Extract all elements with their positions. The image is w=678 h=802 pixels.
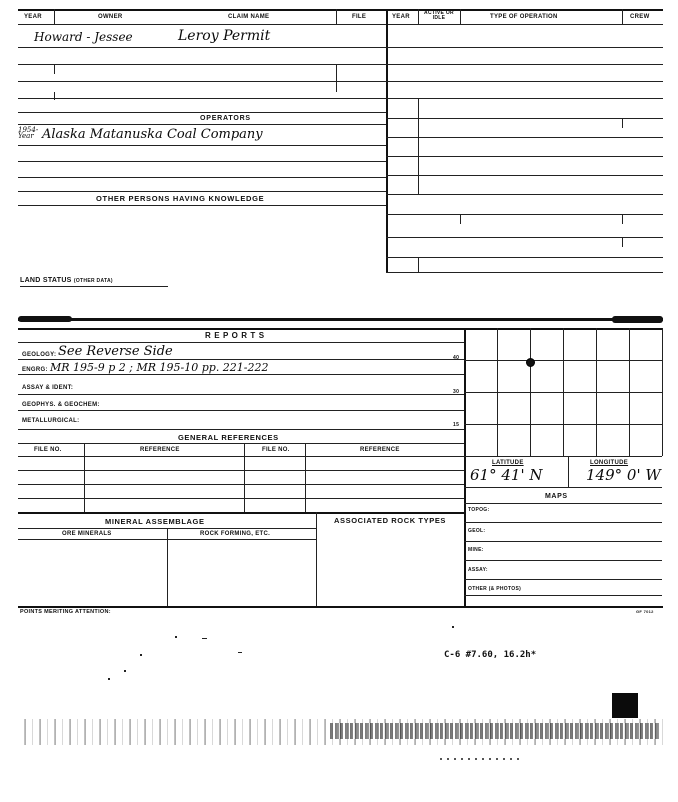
gr-col-file-no-1: FILE NO. [34,447,62,453]
gr-bottom-rule [18,512,464,514]
header-owner: OWNER [98,14,123,20]
speck-2 [202,638,207,639]
right-col-tick-a [418,98,419,194]
maps-title: MAPS [545,493,568,500]
owner-row-rule-4 [18,98,386,99]
operators-rule-3 [18,177,386,178]
gr-row-rule-3 [18,498,464,499]
latitude-label: LATITUDE [492,460,524,466]
scan-black-block [612,693,638,718]
general-references-title: GENERAL REFERENCES [178,433,279,442]
reports-geology-label: GEOLOGY: [22,352,57,358]
maps-row-geol: GEOL: [468,528,486,534]
owner-row-rule-3 [18,81,386,82]
owner-tick-1 [54,64,55,74]
right-rule-8 [386,175,663,176]
gr-vdiv-3 [305,443,306,512]
reports-geology-margin: 40 [453,355,460,361]
gr-col-reference-1: REFERENCE [140,447,180,453]
right-rule-1 [386,47,663,48]
footer-note: C-6 #7.60, 16.2h* [444,650,537,660]
hdr-div-2 [336,9,337,24]
right-rule-7 [386,156,663,157]
speck-1 [175,636,177,638]
header-year-2: YEAR [392,14,410,20]
mineral-assemblage-title: MINERAL ASSEMBLAGE [105,517,205,526]
operators-entry: Alaska Matanuska Coal Company [42,127,263,142]
hdr-div-4 [460,9,461,24]
gr-col-reference-2: REFERENCE [360,447,400,453]
grid-h-2 [464,392,662,393]
operators-rule-2 [18,161,386,162]
grid-h-1 [464,360,662,361]
ma-associated-rock-types: ASSOCIATED ROCK TYPES [333,516,447,525]
reports-assay-margin: 30 [453,389,460,395]
right-rule-6 [386,137,663,138]
reports-metallurgical-margin: 15 [453,422,460,428]
gr-row-rule-2 [18,484,464,485]
owner-row-rule-2 [18,64,386,65]
right-rule-2 [386,64,663,65]
operators-title: OPERATORS [200,115,251,122]
ma-col-rock-forming: ROCK FORMING, ETC. [200,531,271,537]
ma-col-ore-minerals: ORE MINERALS [62,531,112,537]
right-rule-4 [386,98,663,99]
reports-title: R E P O R T S [205,331,265,340]
grid-v-6 [662,328,663,456]
speck-7 [452,626,454,628]
speck-3 [140,654,142,656]
speck-5 [108,678,110,680]
claim-entry: Leroy Permit [178,28,271,44]
separator-band [18,318,663,321]
reports-rule-1 [18,359,464,360]
gr-vdiv-1 [84,443,85,512]
reports-assay-label: ASSAY & IDENT: [22,385,74,391]
operators-year-note: 1954-Year [18,126,39,140]
reports-geology-value: See Reverse Side [58,344,173,359]
latlong-divider [568,457,569,487]
land-status-underline [20,286,168,287]
reports-engrg-value: MR 195-9 p 2 ; MR 195-10 pp. 221-222 [50,361,269,374]
header-crew: CREW [630,14,650,20]
form-number: GF 7012 [636,609,654,614]
main-vertical-divider [386,9,388,272]
reports-top-rule [18,328,663,330]
maps-rule-4 [464,579,662,580]
reports-right-divider [464,328,466,608]
hdr-div-3 [418,9,419,24]
maps-rule-2 [464,541,662,542]
reports-engrg-label: ENGRG: [22,367,48,373]
right-col-tick-d [622,214,623,224]
right-col-tick-e [460,214,461,224]
reports-title-rule [18,342,464,343]
longitude-value: 149° 0' W [586,466,661,484]
top-border [18,9,663,11]
maps-title-rule [464,503,662,504]
other-persons-title-rule [18,205,386,206]
maps-rule-5 [464,595,662,596]
maps-rule-1 [464,522,662,523]
reports-geophys-label: GEOPHYS. & GEOCHEM: [22,402,100,408]
header-active-or-idle: ACTIVE OR IDLE [424,10,454,21]
latitude-value: 61° 41' N [470,466,543,484]
separator-right-blob [612,316,663,323]
ma-vdiv-2 [316,512,317,606]
ma-vdiv-1 [167,528,168,606]
right-rule-9 [386,194,663,195]
separator-left-blob [18,316,72,322]
owner-row-rule-1 [18,47,386,48]
reports-rule-3 [18,394,464,395]
hdr-div-1 [54,9,55,24]
latlong-bottom-rule [464,487,662,488]
owner-entry: Howard - Jessee [34,30,133,44]
right-col-tick-f [622,237,623,247]
land-status-label [20,277,113,284]
reports-rule-4 [18,410,464,411]
grid-h-3 [464,424,662,425]
right-rule-12 [386,257,663,258]
bottom-form-rule [18,606,663,608]
scan-edge-bottom-dots [440,758,520,760]
maps-row-mine: MINE: [468,547,484,553]
operators-top-rule [18,112,386,113]
right-rule-3 [386,81,663,82]
scan-edge-dark [330,723,660,739]
header-file: FILE [352,14,367,20]
gr-vdiv-2 [244,443,245,512]
header-type-of-operation: TYPE OF OPERATION [490,14,558,20]
reports-rule-2 [18,374,464,375]
land-status-text: LAND STATUS [20,277,72,284]
operators-title-rule [18,124,386,125]
land-status-sub: (OTHER DATA) [73,278,113,284]
hdr-div-5 [622,9,623,24]
grid-h-4 [464,456,662,457]
maps-row-assay: ASSAY: [468,567,488,573]
location-marker-dot [526,358,535,367]
maps-row-other: OTHER (& PHOTOS) [468,586,522,592]
right-col-tick-c [622,118,623,128]
maps-rule-3 [464,560,662,561]
operators-rule-1 [18,145,386,146]
reports-metallurgical-label: METALLURGICAL: [22,418,80,424]
owner-tick-3 [336,64,337,92]
gr-row-rule-1 [18,470,464,471]
other-persons-title: OTHER PERSONS HAVING KNOWLEDGE [96,194,265,203]
maps-row-topog: TOPOG: [468,507,490,513]
header-bottom-rule [18,24,663,25]
reports-rule-5 [18,429,464,430]
owner-tick-2 [54,92,55,100]
right-col-tick-b [418,257,419,272]
speck-6 [238,652,242,653]
gr-col-file-no-2: FILE NO. [262,447,290,453]
points-meriting-label: POINTS MERITING ATTENTION: [20,609,111,615]
header-claim-name: CLAIM NAME [228,14,270,20]
speck-4 [124,670,126,672]
other-persons-top-rule [18,191,386,192]
longitude-label: LONGITUDE [590,460,629,466]
right-bottom-rule [386,272,663,273]
header-year: YEAR [24,14,42,20]
